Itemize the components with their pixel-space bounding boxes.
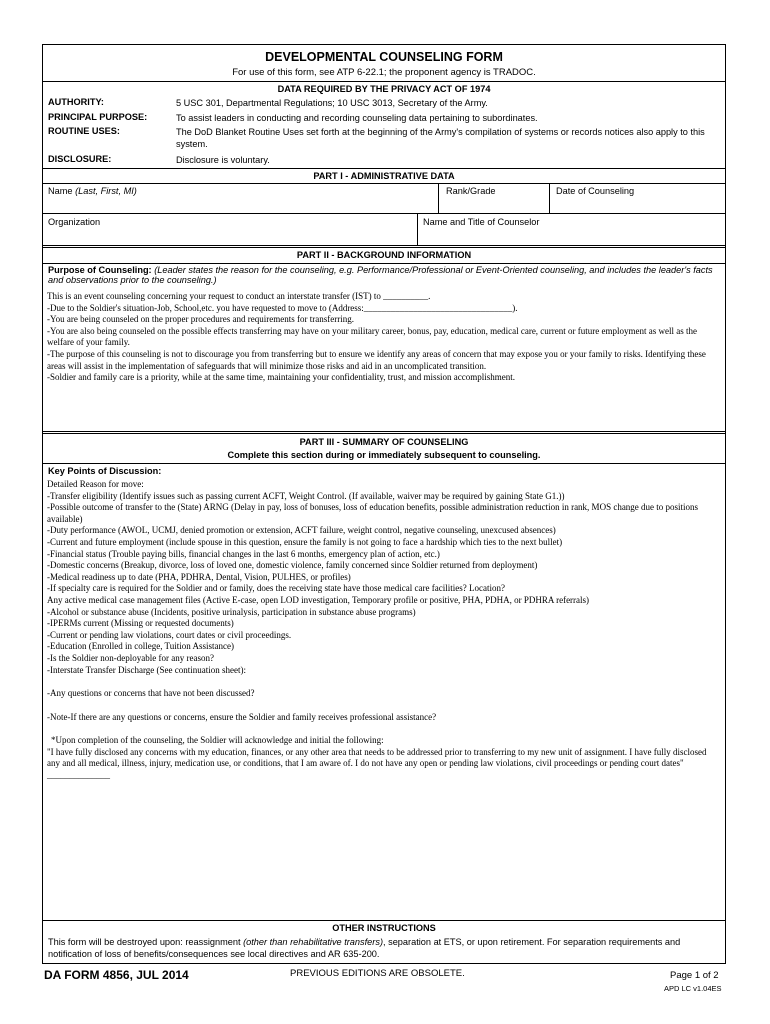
background-line: -You are also being counseled on the possible effects transferring may have on your military career, bonus, pay, education, medical care, current or future employment as well as the welfare of your family.	[47, 325, 698, 348]
summary-line: -Note-If there are any questions or concerns, ensure the Soldier and family receives professional assistance?	[47, 711, 437, 722]
divider	[43, 213, 725, 214]
other-text-b: (other than rehabilitative transfers)	[243, 937, 383, 947]
divider	[43, 433, 725, 434]
disclosure-value: Disclosure is voluntary.	[176, 155, 270, 165]
summary-line: -If specialty care is required for the Soldier and or family, does the receiving state have those medical care facilities? Location?	[47, 583, 505, 594]
summary-line: -Any questions or concerns that have not been discussed?	[47, 688, 255, 699]
summary-line: -Alcohol or substance abuse (Incidents, positive urinalysis, participation in substance abuse programs)	[47, 606, 416, 617]
summary-text[interactable]	[47, 479, 721, 782]
divider	[43, 431, 725, 432]
divider	[43, 463, 725, 464]
summary-line: -Duty performance (AWOL, UCMJ, denied promotion or extension, ACFT failure, weight control, negative counseling, unexcused absences)	[47, 525, 556, 536]
summary-line: -Transfer eligibility (Identify issues such as passing current ACFT, Weight Control. (If available, waiver may be required by gaining State G1.))	[47, 490, 565, 501]
summary-line: Any active medical case management files (Active E-case, open LOD investigation, Temporary profile or positive, PHA, PDHA, or PDHRA referrals)	[47, 594, 590, 605]
background-line: -Due to the Soldier's situation-Job, School,etc. you have requested to move to (Address:_________________________________).	[47, 302, 518, 313]
summary-line: -Current or pending law violations, court dates or civil proceedings.	[47, 629, 292, 640]
page-number: Page 1 of 2	[670, 970, 719, 981]
divider	[43, 245, 725, 246]
divider	[417, 213, 418, 245]
summary-line: *Upon completion of the counseling, the Soldier will acknowledge and initial the following:	[51, 735, 384, 746]
date-of-counseling-field[interactable]: Date of Counseling	[556, 186, 635, 196]
background-text[interactable]	[47, 291, 721, 384]
spacer	[47, 723, 721, 735]
summary-line: -Education (Enrolled in college, Tuition Assistance)	[47, 641, 234, 652]
purpose-label: Purpose of Counseling:	[48, 265, 152, 275]
name-hint: (Last, First, MI)	[75, 186, 137, 196]
summary-line: Detailed Reason for move:	[47, 479, 144, 489]
divider	[438, 183, 439, 213]
divider	[43, 920, 725, 921]
form-subtitle: For use of this form, see ATP 6-22.1; the proponent agency is TRADOC.	[232, 67, 536, 78]
summary-line: -Current and future employment (include spouse in this question, ensure the family is not going to face a hardship which ties to the next bullet)	[47, 536, 563, 547]
rank-grade-field[interactable]: Rank/Grade	[446, 186, 496, 196]
acknowledgement-statement: "I have fully disclosed any concerns with my education, finances, or any other area that needs to be addressed prior to transferring to my new unit of assignment. I have fully disclosed any and all medical, illness, injury, medication use, or conditions, that I am aware of. I do not have any open or pending law violations, civil proceedings or pending court dates" ______________	[47, 746, 707, 781]
summary-line: -Medical readiness up to date (PHA, PDHRA, Dental, Vision, PULHES, or profiles)	[47, 571, 351, 582]
spacer	[47, 676, 721, 688]
counseling-form	[42, 44, 726, 964]
form-id: DA FORM 4856, JUL 2014	[44, 968, 189, 982]
principal-purpose-value: To assist leaders in conducting and recording counseling data pertaining to subordinates.	[176, 113, 538, 123]
obsolete-notice: PREVIOUS EDITIONS ARE OBSOLETE.	[290, 968, 465, 979]
principal-purpose-label: PRINCIPAL PURPOSE:	[48, 112, 148, 122]
version-label: APD LC v1.04ES	[664, 984, 722, 993]
summary-line: -Financial status (Trouble paying bills, financial changes in the last 6 months, emergency plan of action, etc.)	[47, 548, 440, 559]
summary-line: -Domestic concerns (Breakup, divorce, loss of loved one, domestic violence, family concerned since Soldier returned from deployment)	[47, 560, 538, 571]
part2-title: PART II - BACKGROUND INFORMATION	[296, 250, 472, 260]
divider	[43, 263, 725, 264]
other-text-a: This form will be destroyed upon: reassignment	[48, 937, 244, 947]
authority-value: 5 USC 301, Departmental Regulations; 10 USC 3013, Secretary of the Army.	[176, 98, 488, 108]
counselor-field[interactable]: Name and Title of Counselor	[423, 217, 540, 227]
background-line: -Soldier and family care is a priority, while at the same time, maintaining your confidentiality, trust, and mission accomplishment.	[47, 372, 515, 383]
background-line: -You are being counseled on the proper procedures and requirements for transferring.	[47, 314, 354, 325]
form-title: DEVELOPMENTAL COUNSELING FORM	[265, 50, 503, 64]
key-points-label: Key Points of Discussion:	[48, 466, 162, 476]
authority-label: AUTHORITY:	[48, 97, 104, 107]
organization-field[interactable]: Organization	[48, 217, 101, 227]
other-instructions-text	[48, 937, 720, 960]
name-label: Name	[48, 186, 73, 196]
privacy-act-title: DATA REQUIRED BY THE PRIVACY ACT OF 1974	[277, 84, 491, 94]
divider	[43, 81, 725, 82]
part3-subtitle: Complete this section during or immediately subsequent to counseling.	[227, 450, 541, 460]
summary-line: -Possible outcome of transfer to the (State) ARNG (Delay in pay, loss of bonuses, loss of education benefits, possible administration reduction in rank, MOS change due to positions available)	[47, 502, 699, 524]
divider	[43, 183, 725, 184]
other-text-c: , separation at ETS, or upon retirement. For separation requirements and notification of loss of benefits/consequences see local directives and AR 635-200.	[48, 937, 681, 959]
summary-line: -Interstate Transfer Discharge (See continuation sheet):	[47, 664, 247, 675]
purpose-hint: (Leader states the reason for the counseling, e.g. Performance/Professional or Event-Oriented counseling, and includes the leader's facts and observations prior to the counseling.)	[48, 265, 713, 285]
routine-uses-label: ROUTINE USES:	[48, 126, 120, 136]
summary-line: -IPERMs current (Missing or requested documents)	[47, 618, 234, 629]
other-instructions-title: OTHER INSTRUCTIONS	[332, 923, 436, 933]
divider	[43, 247, 725, 248]
name-field[interactable]	[48, 186, 137, 196]
disclosure-label: DISCLOSURE:	[48, 154, 112, 164]
background-line: -The purpose of this counseling is not to discourage you from transferring but to ensure we identify any areas of concern that may expose you or your family to risks. Identifying these areas will assist in the implementation of safeguards that will minimize those risks and aid in an uncomplicated transition.	[47, 348, 706, 371]
part3-title: PART III - SUMMARY OF COUNSELING	[299, 437, 469, 447]
background-line: This is an event counseling concerning your request to conduct an interstate transfer (IST) to __________.	[47, 291, 431, 301]
spacer	[47, 700, 721, 712]
part1-title: PART I - ADMINISTRATIVE DATA	[313, 171, 455, 181]
summary-line: -Is the Soldier non-deployable for any reason?	[47, 652, 214, 663]
purpose-of-counseling	[48, 265, 719, 285]
routine-uses-value: The DoD Blanket Routine Uses set forth at the beginning of the Army's compilation of systems or records notices also apply to this system.	[176, 127, 705, 149]
divider	[43, 168, 725, 169]
divider	[549, 183, 550, 213]
